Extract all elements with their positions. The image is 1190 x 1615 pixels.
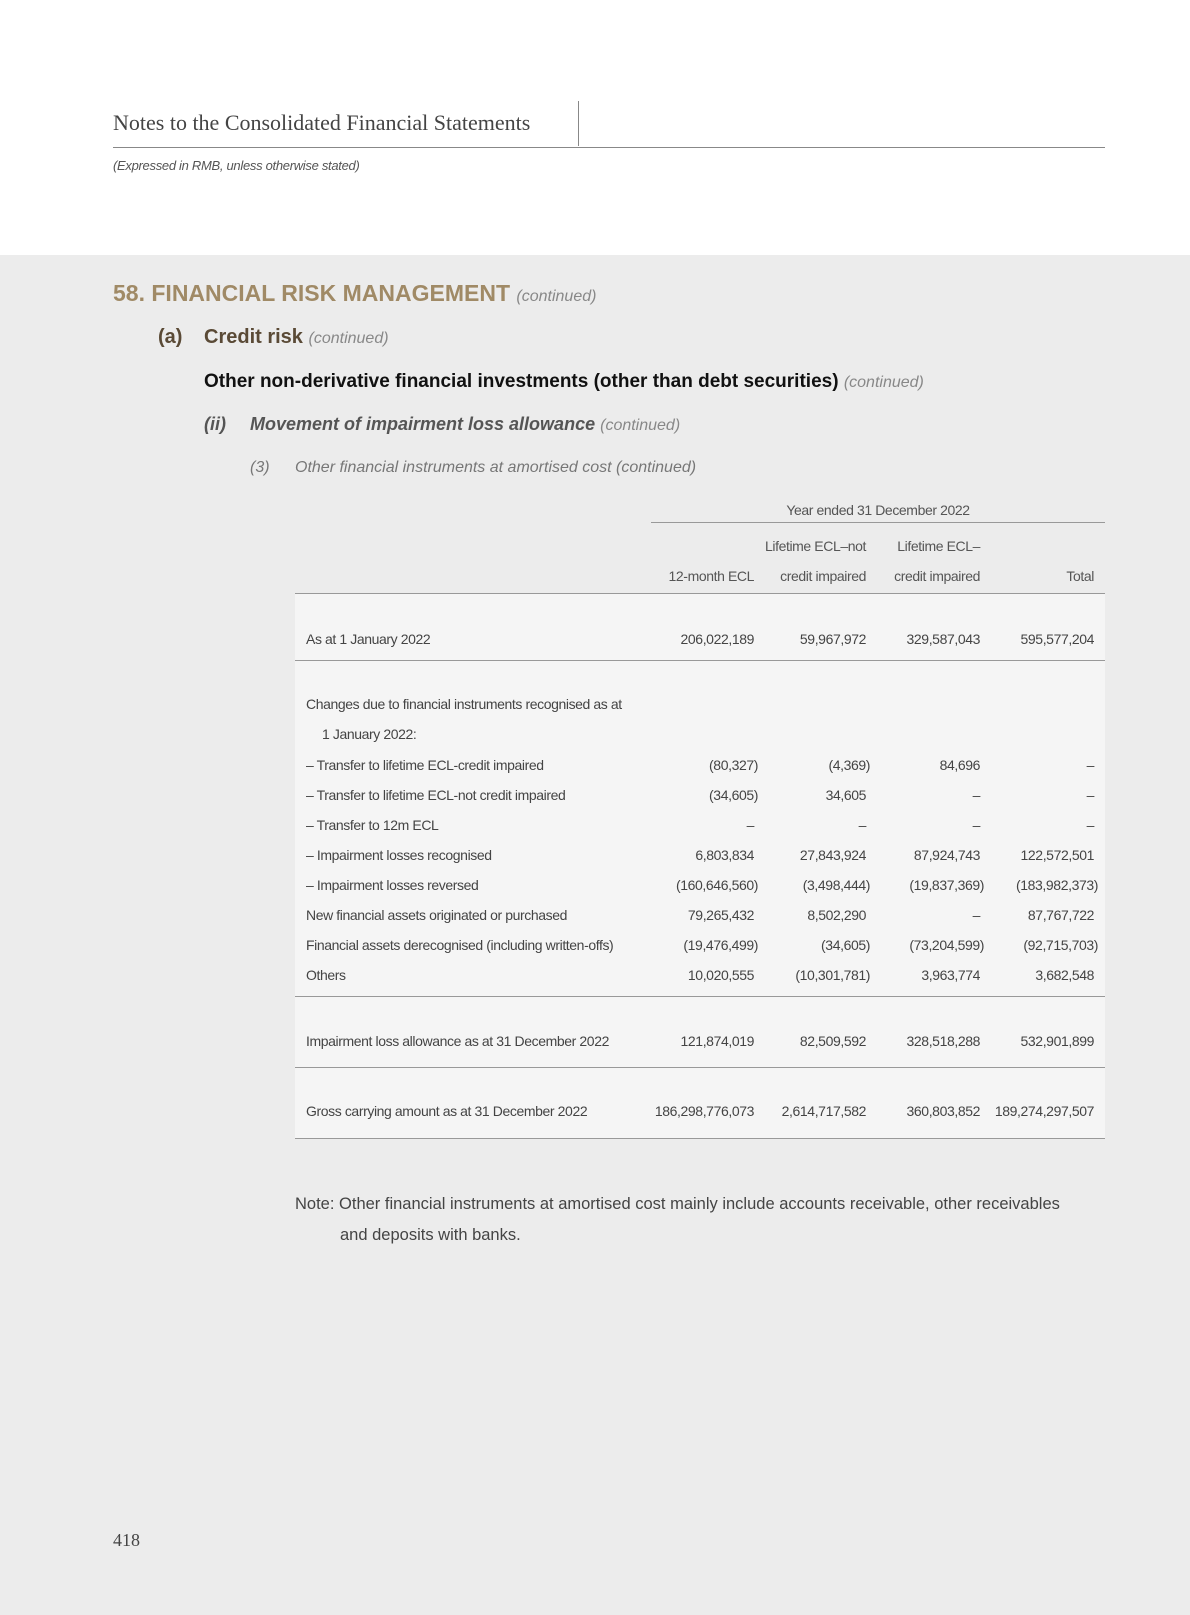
table-cell: – bbox=[972, 787, 980, 803]
section-title: FINANCIAL RISK MANAGEMENT bbox=[151, 280, 510, 306]
row-label: – Impairment losses recognised bbox=[306, 847, 492, 863]
column-header-line2: credit impaired bbox=[780, 568, 866, 584]
page-number: 418 bbox=[113, 1530, 140, 1550]
sub-heading-title: Other non-derivative financial investments (other than debt securities) bbox=[204, 371, 839, 392]
row-label: Gross carrying amount as at 31 December 2022 bbox=[306, 1103, 588, 1119]
table-cell: 186,298,776,073 bbox=[654, 1103, 754, 1119]
item-label: (ii) bbox=[204, 414, 226, 434]
table-cell: – bbox=[972, 817, 980, 833]
table-cell: (160,646,560) bbox=[676, 877, 758, 893]
caption-label: (3) bbox=[250, 459, 270, 476]
table-cell: 27,843,924 bbox=[799, 847, 866, 863]
running-title: Notes to the Consolidated Financial Statements bbox=[113, 110, 531, 135]
table-caption bbox=[250, 459, 696, 477]
table-body-background bbox=[295, 593, 1105, 1138]
continued-label: (continued) bbox=[600, 417, 681, 434]
column-header-line1: Lifetime ECL–not bbox=[765, 538, 866, 554]
item-title: Movement of impairment loss allowance bbox=[250, 414, 596, 434]
table-cell: – bbox=[1086, 817, 1094, 833]
table-cell: 189,274,297,507 bbox=[994, 1103, 1094, 1119]
table-cell: 122,572,501 bbox=[1020, 847, 1094, 863]
row-label: New financial assets originated or purchased bbox=[306, 907, 567, 923]
row-rule bbox=[295, 996, 1105, 997]
row-label: As at 1 January 2022 bbox=[306, 631, 431, 647]
footnote-line: and deposits with banks. bbox=[340, 1226, 521, 1244]
table-cell: 8,502,290 bbox=[807, 907, 866, 923]
continued-label: (continued) bbox=[843, 374, 924, 391]
table-cell: (10,301,781) bbox=[795, 967, 870, 983]
table-cell: (19,476,499) bbox=[683, 937, 758, 953]
table-cell: 121,874,019 bbox=[680, 1033, 754, 1049]
table-cell: – bbox=[1086, 757, 1094, 773]
table-period-header: Year ended 31 December 2022 bbox=[786, 502, 970, 518]
row-rule bbox=[295, 1067, 1105, 1068]
table-cell: (183,982,373) bbox=[1016, 877, 1098, 893]
row-label: Financial assets derecognised (including written-offs) bbox=[306, 937, 614, 953]
table-cell: 595,577,204 bbox=[1020, 631, 1094, 647]
table-cell: – bbox=[858, 817, 866, 833]
row-label: – Transfer to 12m ECL bbox=[306, 817, 439, 833]
header-divider bbox=[578, 101, 579, 146]
row-label: – Impairment losses reversed bbox=[306, 877, 479, 893]
table-cell: 6,803,834 bbox=[695, 847, 754, 863]
footnote bbox=[295, 1189, 1115, 1251]
table-cell: – bbox=[972, 907, 980, 923]
row-label: Others bbox=[306, 967, 346, 983]
row-label: – Transfer to lifetime ECL-credit impaired bbox=[306, 757, 544, 773]
table-cell: (73,204,599) bbox=[909, 937, 984, 953]
table-cell: 84,696 bbox=[939, 757, 980, 773]
column-header-line2: 12-month ECL bbox=[668, 568, 754, 584]
table-cell: (80,327) bbox=[709, 757, 758, 773]
header-rule bbox=[113, 147, 1105, 148]
table-cell: 87,924,743 bbox=[913, 847, 980, 863]
table-cell: 10,020,555 bbox=[687, 967, 754, 983]
table-cell: – bbox=[746, 817, 754, 833]
subsection-label: (a) bbox=[158, 326, 183, 348]
column-header-line1: Lifetime ECL– bbox=[897, 538, 980, 554]
table-cell: (92,715,703) bbox=[1023, 937, 1098, 953]
table-cell: 79,265,432 bbox=[687, 907, 754, 923]
header-bottom-rule bbox=[295, 593, 1105, 594]
caption-title: Other financial instruments at amortised cost (continued) bbox=[295, 459, 697, 476]
row-label: 1 January 2022: bbox=[322, 726, 417, 742]
currency-note: (Expressed in RMB, unless otherwise stated) bbox=[113, 158, 360, 173]
section-heading bbox=[113, 280, 596, 307]
row-rule bbox=[295, 660, 1105, 661]
table-cell: 206,022,189 bbox=[680, 631, 754, 647]
table-cell: 328,518,288 bbox=[906, 1033, 980, 1049]
table-cell: 34,605 bbox=[825, 787, 866, 803]
table-cell: – bbox=[1086, 787, 1094, 803]
table-cell: (34,605) bbox=[821, 937, 870, 953]
footnote-line: Note: Other financial instruments at amortised cost mainly include accounts receivable, other receivables bbox=[295, 1195, 1060, 1213]
column-header-line2: credit impaired bbox=[894, 568, 980, 584]
table-cell: 532,901,899 bbox=[1020, 1033, 1094, 1049]
table-cell: 87,767,722 bbox=[1027, 907, 1094, 923]
section-number: 58. bbox=[113, 280, 145, 306]
table-cell: (19,837,369) bbox=[909, 877, 984, 893]
period-rule bbox=[651, 522, 1105, 523]
continued-label: (continued) bbox=[308, 330, 389, 347]
sub-heading bbox=[204, 371, 924, 393]
table-cell: 329,587,043 bbox=[906, 631, 980, 647]
table-cell: (34,605) bbox=[709, 787, 758, 803]
item-heading bbox=[204, 414, 680, 435]
subsection-title: Credit risk bbox=[204, 326, 303, 348]
continued-label: (continued) bbox=[516, 288, 597, 305]
row-label: – Transfer to lifetime ECL-not credit impaired bbox=[306, 787, 566, 803]
table-cell: 59,967,972 bbox=[799, 631, 866, 647]
table-cell: 82,509,592 bbox=[799, 1033, 866, 1049]
column-header-line2: Total bbox=[1066, 568, 1094, 584]
table-cell: 360,803,852 bbox=[906, 1103, 980, 1119]
table-cell: 3,682,548 bbox=[1035, 967, 1094, 983]
table-cell: 2,614,717,582 bbox=[781, 1103, 866, 1119]
row-rule bbox=[295, 1138, 1105, 1139]
subsection-heading bbox=[158, 326, 389, 349]
row-label: Impairment loss allowance as at 31 December 2022 bbox=[306, 1033, 609, 1049]
row-label: Changes due to financial instruments recognised as at bbox=[306, 696, 622, 712]
table-cell: (4,369) bbox=[828, 757, 870, 773]
table-cell: (3,498,444) bbox=[802, 877, 870, 893]
table-cell: 3,963,774 bbox=[921, 967, 980, 983]
